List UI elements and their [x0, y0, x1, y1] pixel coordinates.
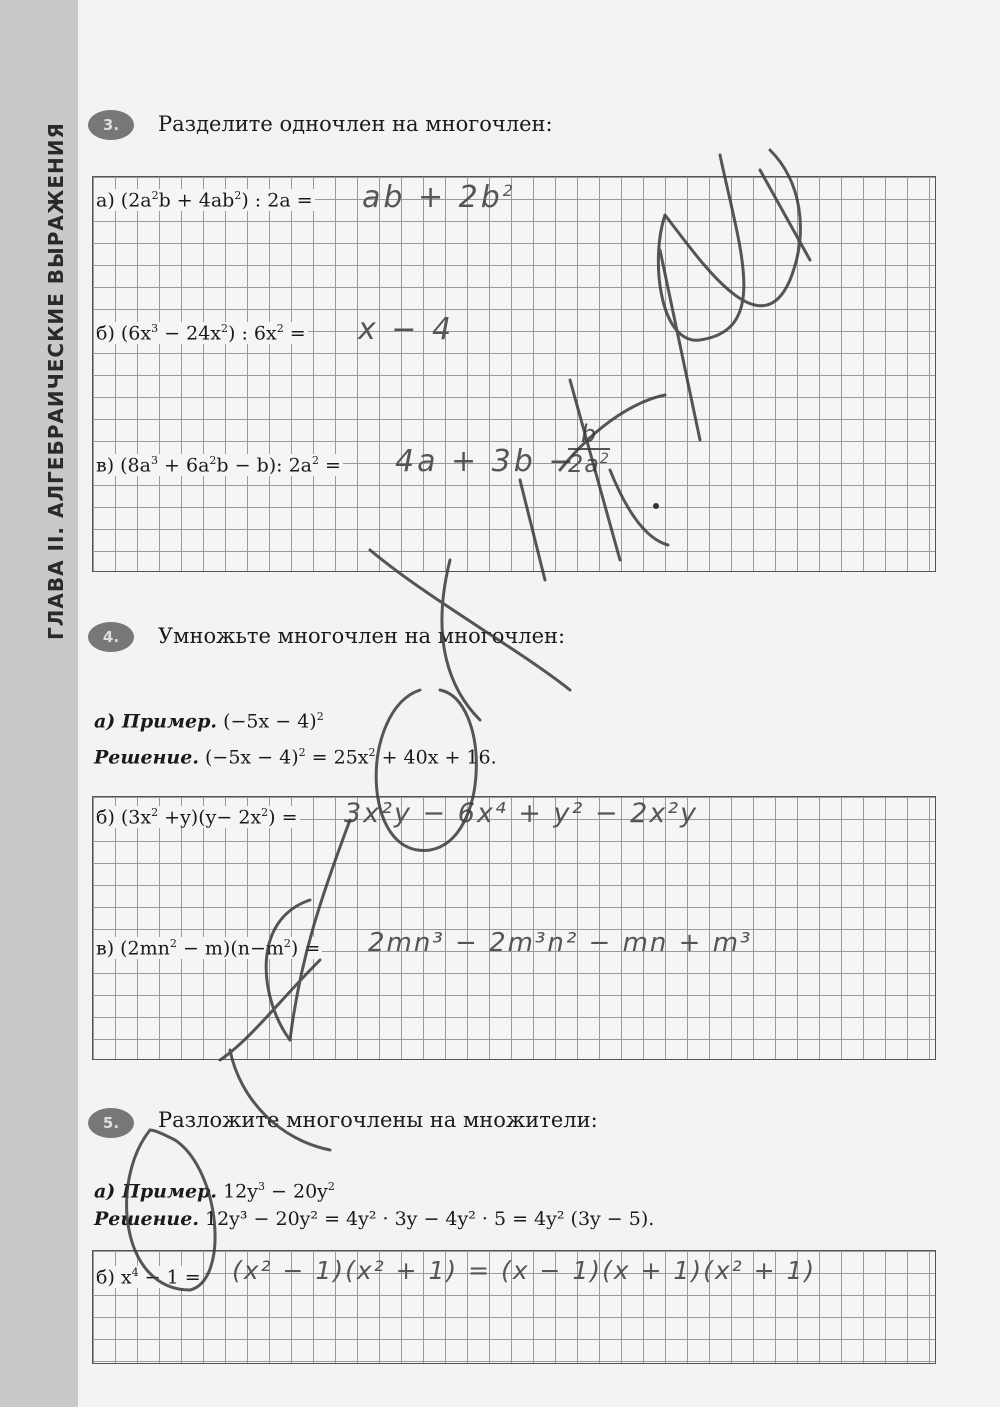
task-3c-expression: в) $(8a^3 + 6a^2b - b)$: $2a^2$ =	[96, 454, 341, 477]
task-5-solution: Решение. 12y³ − 20y² = 4y² · 3y − 4y² · 5 = 4y² (3y − 5).	[94, 1208, 655, 1230]
task-3c-answer: 4a + 3b −	[395, 444, 577, 479]
task-4c-answer: 2mn³ − 2m³n² − mn + m³	[368, 928, 753, 958]
task-5-badge: 5.	[88, 1108, 134, 1138]
task-3a-expression: а) $(2a^2b + 4ab^2)$ : 2a =	[96, 189, 313, 212]
task-5-heading: Разложите многочлены на множители:	[158, 1108, 598, 1132]
task-4-solution: Решение. $(-5x - 4)^2 = 25x^2 + 40x + 16$.	[94, 746, 497, 769]
task-4b-expression: б) $(3x^2 +y)(y- 2x^2)$ =	[96, 806, 298, 829]
task-4c-expression: в) $(2mn^2 - m)(n-m^2)$ =	[96, 937, 321, 960]
task-4b-answer: 3x²y − 6x⁴ + y² − 2x²y	[344, 798, 699, 829]
chapter-title: ГЛАВА II. АЛГЕБРАИЧЕСКИЕ ВЫРАЖЕНИЯ	[44, 122, 68, 640]
task-5b-answer: (x² − 1)(x² + 1) = (x − 1)(x + 1)(x² + 1)	[232, 1256, 817, 1285]
task-3b-expression: б) $(6x^3 - 24x^2)$ : $6x^2$ =	[96, 322, 306, 345]
task-5-example: а) Пример. $12y^3 - 20y^2$	[94, 1180, 335, 1203]
task-4-badge: 4.	[88, 622, 134, 652]
task-3a-answer: ab + $2b^2$	[362, 180, 516, 215]
task-4-example: а) Пример. $(-5x - 4)^2$	[94, 710, 324, 733]
task-3c-answer-fraction: b $2a^2$	[568, 420, 610, 478]
task-3b-answer: x − 4	[358, 312, 455, 347]
task-3-heading: Разделите одночлен на многочлен:	[158, 112, 553, 136]
ink-dot	[653, 503, 659, 509]
task-5b-expression: б) $x^4 - 1$ =	[96, 1266, 201, 1289]
task-3-badge: 3.	[88, 110, 134, 140]
task-4-heading: Умножьте многочлен на многочлен:	[158, 624, 566, 648]
